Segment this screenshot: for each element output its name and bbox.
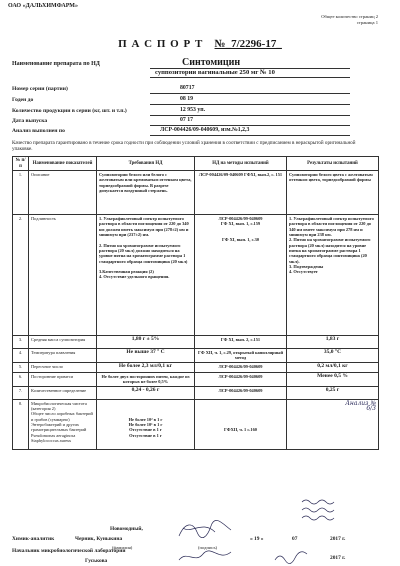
analyst-role: Химик-аналитик — [12, 536, 55, 542]
row-number: 8. — [13, 399, 29, 449]
divider — [150, 125, 350, 126]
result: 1. Ультрафиолетовый спектр испытуемого раствора в области поглощения от 220 до 340 нм имеет максимум при 278 нм и минимум при 238 нм. 2. Пятно на хроматограмме испытуемого раствора (20 мкл) находится на уровне пятна на хроматограмме раствора 1 стандартного образца синтомицина (20 мкл). 3. Подтверждены 4. Отсутствует — [287, 215, 379, 336]
test-results-table — [12, 156, 379, 450]
date-month: 07 — [292, 536, 298, 542]
requirement: 0,24 - 0,26 г — [97, 386, 195, 399]
method: ЛСР-004426/09-040609 ГФ XI, вып. 1, с.159 ГФ XI, вып. 1, с.30 — [195, 215, 287, 336]
requirement: Не более двух посторонних пятен, каждое из которых не более 0,5% — [97, 373, 195, 387]
company-name: ОАО «ДАЛЬХИМФАРМ» — [8, 3, 78, 9]
divider — [150, 93, 350, 94]
table-header-row — [13, 157, 379, 171]
table-row — [13, 399, 379, 449]
page-current: страница 1 — [356, 20, 378, 25]
table-row — [13, 386, 379, 399]
lab-signature — [175, 548, 235, 566]
analyst-name: Черник, Куныкина — [75, 536, 123, 542]
release-date-label: Дата выпуска — [12, 118, 48, 124]
divider — [150, 115, 350, 116]
product-label: Наименование препарата по НД — [12, 61, 100, 67]
passport-number: №_7/2296-17_ — [214, 38, 282, 50]
quality-guarantee-text: Качество препарата гарантировано в течение срока годности при соблюдении условий хранения в соответствии с предписанием в нераскрытой оригинальной упаковке. — [12, 140, 356, 153]
series-value: 80717 — [180, 85, 195, 91]
result: 1,83 г — [287, 336, 379, 349]
requirement: 1,80 г ± 5% — [97, 336, 195, 349]
title-prefix: П А С П О Р Т — [118, 38, 204, 50]
row-number: 4. — [13, 349, 29, 363]
method: ЛСР-004426/09-040609 ГФХI, вып.2, с. 151 — [195, 171, 287, 215]
series-label: Номер серии (партии) — [12, 86, 68, 92]
result: Менее 0,5 % — [287, 373, 379, 387]
release-date-value: 07 17 — [180, 117, 194, 123]
requirement: 1. Ультрафиолетовый спектр испытуемого раствора в области поглощения от 220 до 340 нм должен иметь максимум при (278±2) нм и минимум при (237±2) нм. 2. Пятно на хроматограмме испытуемого раствора (20 мкл) должно находиться на уровне пятна на хроматограмме раствора 1 стандартного образца синтомицина (20 мкл) 3.Качественная реакция (2) 4. Отсутствие удельного вращения. — [97, 215, 195, 336]
requirement: Не более 2,3 мл/0,1 кг — [97, 363, 195, 373]
requirement: Суппозитории белого или белого с желтоватым или кремоватым оттенком цвета, торпедообразной формы. В разрезе допускается воздушный стержень. — [97, 171, 195, 215]
result: 0,25 г — [287, 386, 379, 399]
surname-caption: (фамилия) — [112, 545, 133, 550]
lab-name: Гуськова — [85, 558, 108, 564]
table-row — [13, 336, 379, 349]
column-header-methods: НД на методы испытаний — [195, 157, 287, 171]
result: Анализ № 6/3 — [287, 399, 379, 449]
date-day: « 19 » — [250, 536, 264, 542]
document-title — [0, 38, 400, 50]
product-form: суппозитории вагинальные 250 мг № 10 — [155, 69, 275, 76]
quantity-label: Количество продукции в серии (кг, шт. и т.п.) — [12, 108, 127, 114]
table-row — [13, 363, 379, 373]
parameter-name: Микробиологическая чистота (категория 2) Общее число аэробных бактерий и грибов (суммарно) Энтеробактерий и других грамотрицательных бактерий Pseudomonas aeruginosa Staphylococcus aureus — [29, 399, 97, 449]
handwritten-results-mark — [292, 496, 378, 524]
divider — [150, 135, 350, 136]
table-row — [13, 215, 379, 336]
analyst-signature — [175, 518, 235, 542]
row-number: 5. — [13, 363, 29, 373]
method: ЛСР-004426/09-040609 — [195, 373, 287, 387]
requirement: Не выше 37 ° С — [97, 349, 195, 363]
city: Новомодный, — [110, 526, 143, 532]
table-row — [13, 171, 379, 215]
method-label: Анализ выполнен по — [12, 128, 65, 134]
table-row — [13, 349, 379, 363]
column-header-number: № п/п — [13, 157, 29, 171]
result: 0,2 мл/0,1 кг — [287, 363, 379, 373]
column-header-parameter: Наименование показателей — [29, 157, 97, 171]
parameter-name: Средняя масса суппозитория — [29, 336, 97, 349]
column-header-results: Результаты испытаний — [287, 157, 379, 171]
date-year: 2017 г. — [330, 536, 346, 542]
parameter-name: Описание — [29, 171, 97, 215]
divider — [150, 104, 350, 105]
divider — [150, 77, 350, 78]
product-name: Синтомицин — [182, 57, 241, 68]
parameter-name: Подлинность — [29, 215, 97, 336]
parameter-name: Температура плавления — [29, 349, 97, 363]
result: Суппозитории белого цвета с желтоватым оттенком цвета, торпедообразной формы — [287, 171, 379, 215]
method: ГФ XII, ч. 1, с.29, открытый капиллярный метод — [195, 349, 287, 363]
result: 35,0 °С — [287, 349, 379, 363]
row-number: 6. — [13, 373, 29, 387]
parameter-name: Количественное определение — [29, 386, 97, 399]
method: ГФ XI, вып. 2, с.151 — [195, 336, 287, 349]
quantity-value: 12 953 уп. — [180, 107, 206, 113]
requirement: Не более 10² в 1 г Не более 10¹ в 1 г Отсутствие в 1 г Отсутствие в 1 г — [97, 399, 195, 449]
method: ЛСР-004426/09-040609 — [195, 386, 287, 399]
lab-role: Начальник микробиологической лаборатории — [12, 548, 126, 554]
row-number: 7. — [13, 386, 29, 399]
method: ГФХII, ч. 1 с.160 — [195, 399, 287, 449]
page-count — [321, 14, 378, 26]
row-number: 1. — [13, 171, 29, 215]
parameter-name: Пересчное число — [29, 363, 97, 373]
row-number: 3. — [13, 336, 29, 349]
page-total: Общее количество страниц 2 — [321, 14, 378, 19]
expiry-value: 08 19 — [180, 96, 194, 102]
lab-date-handwritten — [272, 550, 312, 564]
signature-caption: (подпись) — [198, 545, 218, 550]
table-row — [13, 373, 379, 387]
expiry-label: Годен до — [12, 97, 34, 103]
row-number: 2. — [13, 215, 29, 336]
column-header-requirements: Требования НД — [97, 157, 195, 171]
lab-date-year: 2017 г. — [330, 555, 346, 561]
parameter-name: Посторонние примеси — [29, 373, 97, 387]
method: ЛСР-004426/09-040609 — [195, 363, 287, 373]
method-value: ЛСР-004426/09-040609, изм.№1,2,3 — [160, 127, 250, 133]
